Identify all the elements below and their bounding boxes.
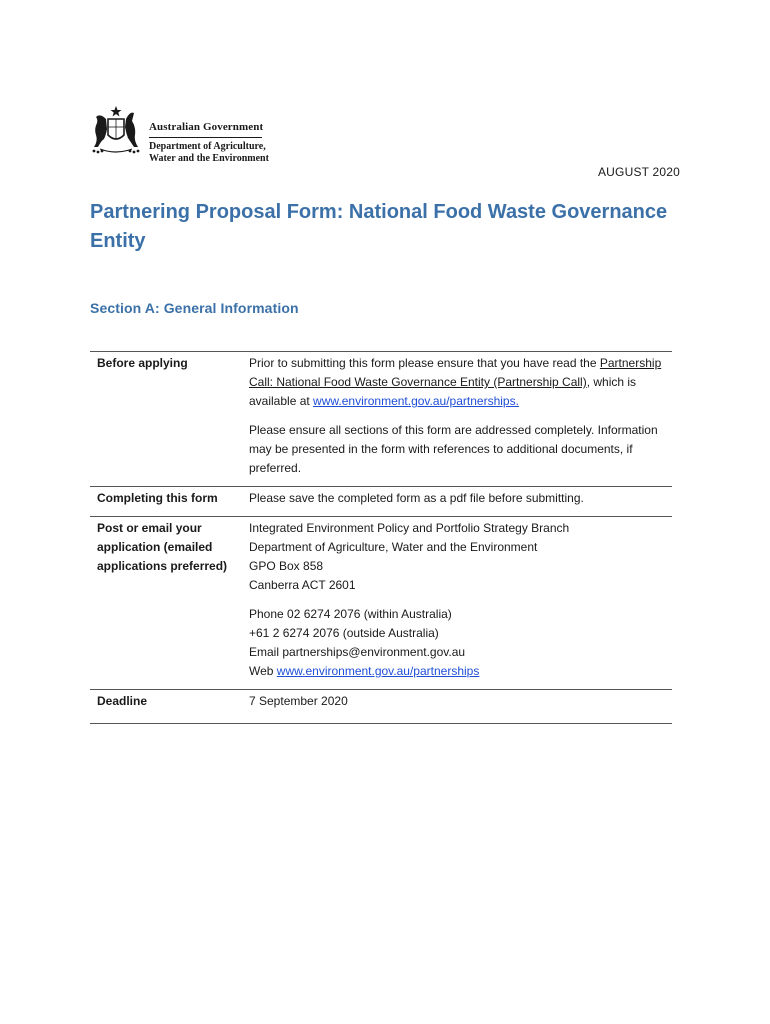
address-line-po-box: GPO Box 858 bbox=[249, 559, 324, 573]
row-body-deadline bbox=[249, 692, 672, 711]
logo-government-name: Australian Government bbox=[149, 121, 264, 133]
before-applying-prefix: Prior to submitting this form please ensure that you have read the bbox=[249, 356, 597, 370]
deadline-date: 7 September 2020 bbox=[249, 694, 348, 708]
before-applying-paragraph-2: Please ensure all sections of this form are addressed completely. Information may be presented in the form with references to additional documents, if preferred. bbox=[249, 423, 658, 475]
table-row-post-email bbox=[90, 516, 672, 689]
government-logo bbox=[88, 105, 278, 165]
email-address: Email partnerships@environment.gov.au bbox=[249, 645, 466, 659]
section-heading: Section A: General Information bbox=[90, 300, 299, 316]
web-link[interactable]: www.environment.gov.au/partnerships bbox=[276, 664, 480, 678]
completing-text: Please save the completed form as a pdf file before submitting. bbox=[249, 491, 584, 505]
contact-details bbox=[249, 605, 672, 681]
before-applying-middle: , which is available at bbox=[249, 375, 637, 408]
partnerships-link[interactable]: www.environment.gov.au/partnerships. bbox=[313, 394, 519, 408]
row-body-before-applying bbox=[249, 354, 672, 478]
coat-of-arms-icon bbox=[88, 105, 144, 159]
row-label-completing: Completing this form bbox=[97, 491, 218, 505]
partnership-call-reference: Partnership Call: National Food Waste Governance Entity (Partnership Call) bbox=[249, 356, 662, 389]
table-row-deadline bbox=[90, 689, 672, 724]
general-information-table bbox=[90, 351, 672, 724]
phone-international: +61 2 6274 2076 (outside Australia) bbox=[249, 626, 439, 640]
table-row-before-applying bbox=[90, 351, 672, 486]
logo-department-line2: Water and the Environment bbox=[149, 153, 269, 164]
row-body-completing bbox=[249, 489, 672, 508]
phone-domestic: Phone 02 6274 2076 (within Australia) bbox=[249, 607, 452, 621]
document-date: AUGUST 2020 bbox=[597, 165, 680, 179]
row-label-deadline: Deadline bbox=[97, 694, 148, 708]
address-line-branch: Integrated Environment Policy and Portfolio Strategy Branch bbox=[249, 521, 570, 535]
web-address bbox=[249, 662, 672, 681]
logo-department-line1: Department of Agriculture, bbox=[149, 141, 266, 152]
web-prefix: Web bbox=[249, 664, 277, 678]
row-label-post-email: Post or email your application (emailed applications preferred) bbox=[97, 521, 228, 573]
document-title: Partnering Proposal Form: National Food Waste Governance Entity bbox=[90, 201, 668, 252]
table-row-completing bbox=[90, 486, 672, 516]
postal-address bbox=[249, 519, 672, 595]
address-line-department: Department of Agriculture, Water and the Environment bbox=[249, 540, 538, 554]
before-applying-paragraph-1 bbox=[249, 354, 672, 411]
logo-divider bbox=[149, 137, 262, 138]
row-body-post-email bbox=[249, 519, 672, 681]
row-label-before-applying: Before applying bbox=[97, 356, 188, 370]
address-line-city: Canberra ACT 2601 bbox=[249, 578, 356, 592]
